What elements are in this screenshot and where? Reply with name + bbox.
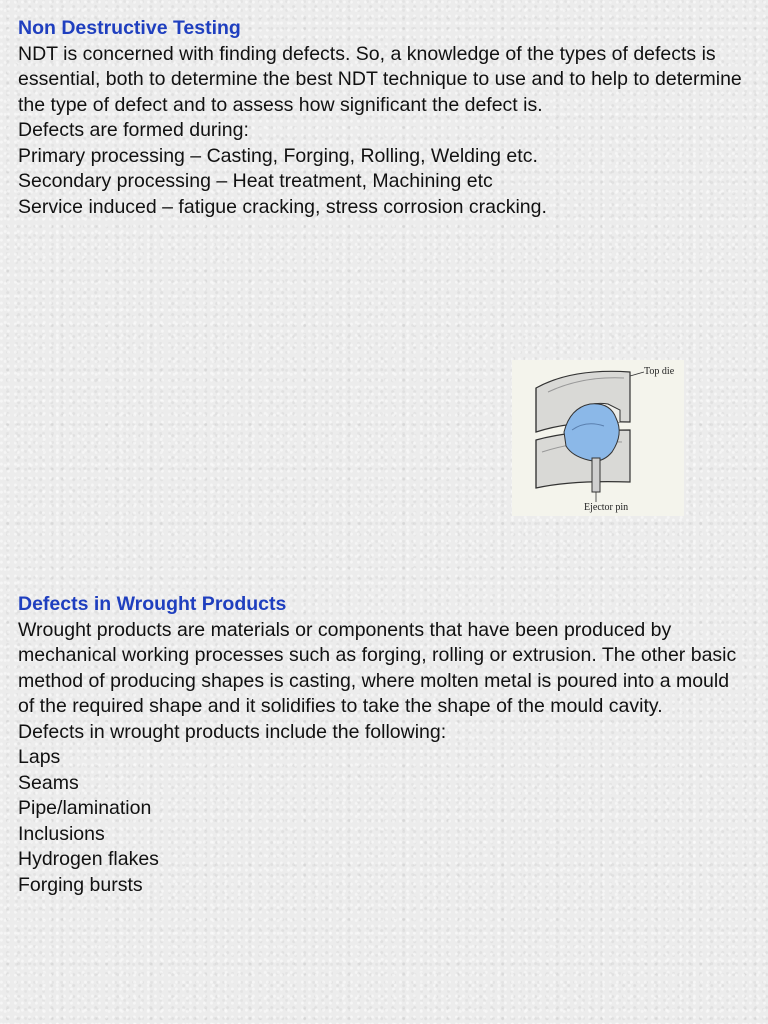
list-item: Laps	[18, 746, 61, 768]
forging-die-illustration	[512, 360, 684, 516]
figure-label-ejector-pin: Ejector pin	[584, 502, 629, 513]
section-ndt	[18, 16, 748, 220]
list-item: Forging bursts	[18, 873, 143, 896]
list-item: Hydrogen flakes	[18, 848, 159, 870]
section-heading-wrought: Defects in Wrought Products	[18, 593, 287, 615]
text-line: Primary processing – Casting, Forging, Rolling, Welding etc.	[18, 144, 538, 167]
text-line: Secondary processing – Heat treatment, Machining etc	[18, 170, 493, 192]
text-line: Defects in wrought products include the following:	[18, 720, 447, 743]
ndt-intro-paragraph: NDT is concerned with finding defects. So, a knowledge of the types of defects is essential, both to determine the best NDT technique to use and to help to determine the type of defect and to assess how significant the defect is.	[18, 42, 742, 116]
list-item: Pipe/lamination	[18, 797, 152, 819]
list-item: Seams	[18, 771, 79, 794]
text-line: Defects are formed during:	[18, 119, 249, 141]
section-wrought-defects	[18, 592, 748, 898]
forging-die-figure	[512, 360, 684, 516]
wrought-intro-paragraph: Wrought products are materials or components that have been produced by mechanical working processes such as forging, rolling or extrusion. The other basic method of producing shapes is casting, where molten metal is poured into a mould of the required shape and it solidifies to take the shape of the mould cavity.	[18, 618, 737, 717]
section-heading-ndt: Non Destructive Testing	[18, 17, 241, 39]
figure-label-top-die: Top die	[644, 366, 675, 377]
text-line: Service induced – fatigue cracking, stress corrosion cracking.	[18, 195, 547, 218]
list-item: Inclusions	[18, 822, 105, 845]
